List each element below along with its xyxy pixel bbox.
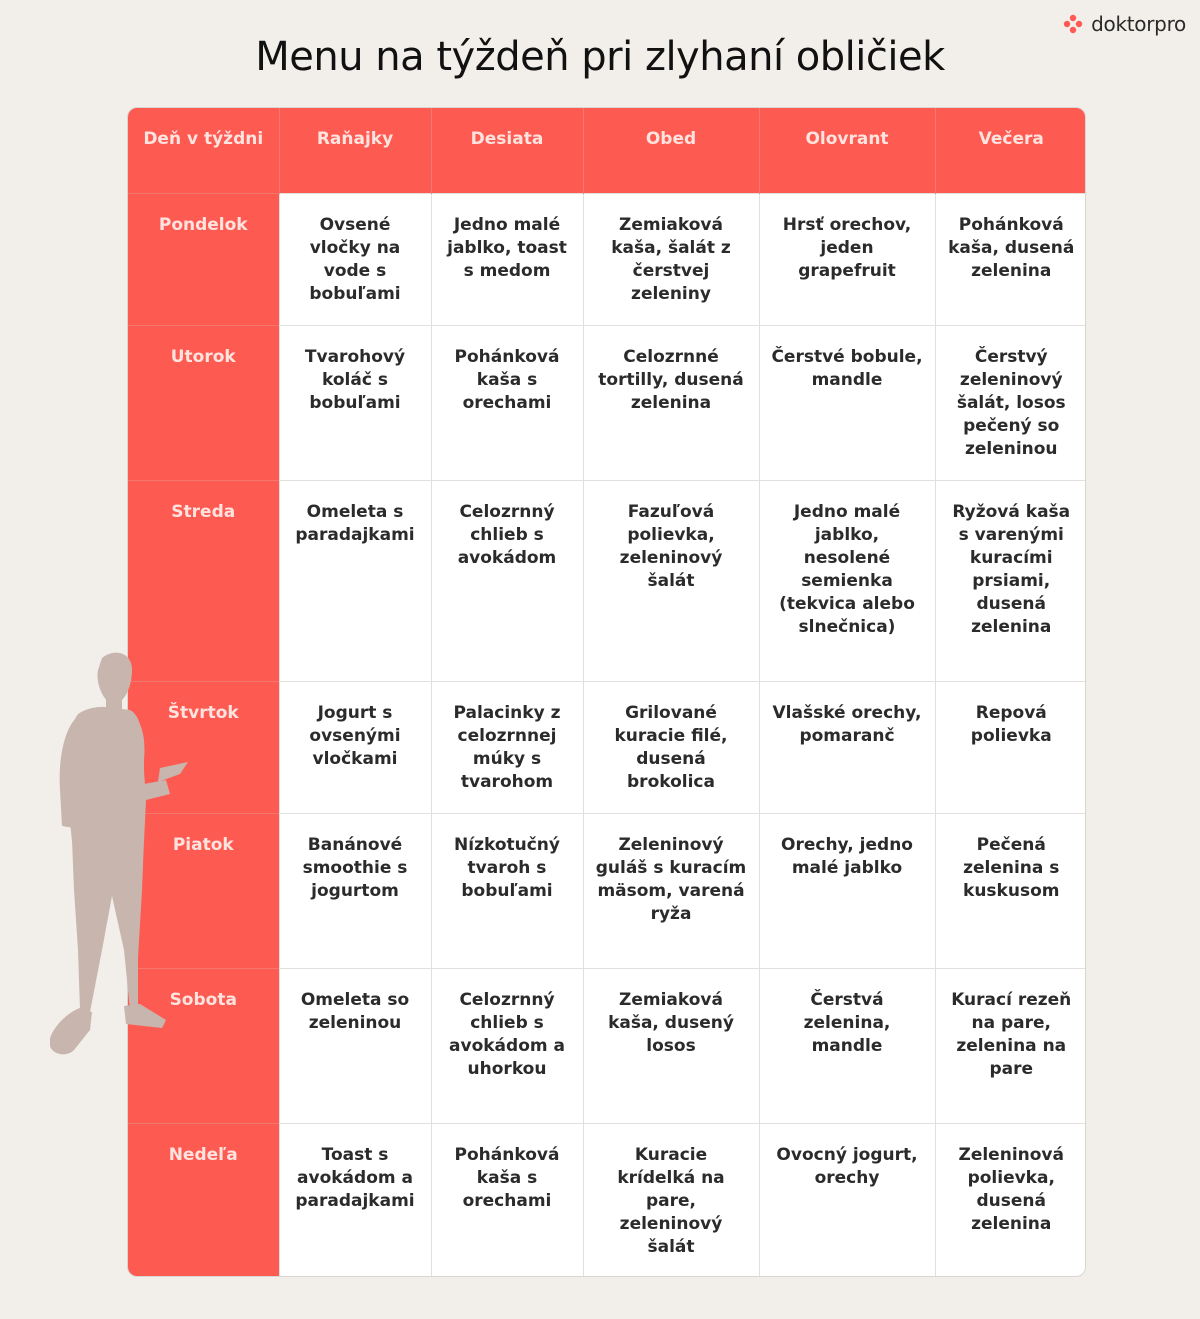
meal-cell: Kuracie krídelká na pare, zeleninový šalát bbox=[583, 1123, 759, 1277]
page-title: Menu na týždeň pri zlyhaní obličiek bbox=[255, 34, 945, 80]
meal-cell: Čerstvé bobule, mandle bbox=[759, 325, 935, 480]
meal-cell: Fazuľová polievka, zeleninový šalát bbox=[583, 480, 759, 681]
meal-cell: Ovsené vločky na vode s bobuľami bbox=[279, 193, 431, 325]
meal-cell: Jogurt s ovsenými vločkami bbox=[279, 681, 431, 813]
meal-cell: Kurací rezeň na pare, zelenina na pare bbox=[935, 968, 1086, 1123]
meal-cell: Zeleninový guláš s kuracím mäsom, varená ryža bbox=[583, 813, 759, 968]
meal-cell: Toast s avokádom a paradajkami bbox=[279, 1123, 431, 1277]
meal-cell: Vlašské orechy, pomaranč bbox=[759, 681, 935, 813]
table-row bbox=[128, 480, 1086, 681]
meal-cell: Ovocný jogurt, orechy bbox=[759, 1123, 935, 1277]
meal-cell: Čerstvá zelenina, mandle bbox=[759, 968, 935, 1123]
meal-cell: Zemiaková kaša, šalát z čerstvej zeleniny bbox=[583, 193, 759, 325]
meal-cell: Omeleta s paradajkami bbox=[279, 480, 431, 681]
meal-cell: Pohánková kaša s orechami bbox=[431, 1123, 583, 1277]
header-dinner: Večera bbox=[935, 108, 1086, 193]
meal-cell: Nízkotučný tvaroh s bobuľami bbox=[431, 813, 583, 968]
meal-cell: Banánové smoothie s jogurtom bbox=[279, 813, 431, 968]
meal-cell: Pohánková kaša s orechami bbox=[431, 325, 583, 480]
meal-cell: Grilované kuracie filé, dusená brokolica bbox=[583, 681, 759, 813]
meal-cell: Celozrnné tortilly, dusená zelenina bbox=[583, 325, 759, 480]
table-row bbox=[128, 813, 1086, 968]
table-row bbox=[128, 968, 1086, 1123]
day-cell: Štvrtok bbox=[128, 681, 279, 813]
meal-cell: Hrsť orechov, jeden grapefruit bbox=[759, 193, 935, 325]
header-lunch: Obed bbox=[583, 108, 759, 193]
table-row bbox=[128, 325, 1086, 480]
meal-cell: Pohánková kaša, dusená zelenina bbox=[935, 193, 1086, 325]
brand-logo bbox=[1063, 12, 1186, 36]
meal-cell: Orechy, jedno malé jablko bbox=[759, 813, 935, 968]
day-cell: Nedeľa bbox=[128, 1123, 279, 1277]
meal-cell: Ryžová kaša s varenými kuracími prsiami, dusená zelenina bbox=[935, 480, 1086, 681]
meal-cell: Jedno malé jablko, nesolené semienka (tekvica alebo slnečnica) bbox=[759, 480, 935, 681]
meal-cell: Omeleta so zeleninou bbox=[279, 968, 431, 1123]
person-silhouette-illustration bbox=[34, 650, 194, 1060]
meal-cell: Čerstvý zeleninový šalát, losos pečený so zeleninou bbox=[935, 325, 1086, 480]
day-cell: Utorok bbox=[128, 325, 279, 480]
doktorpro-logo-icon bbox=[1063, 14, 1083, 34]
table-row bbox=[128, 1123, 1086, 1277]
meal-cell: Pečená zelenina s kuskusom bbox=[935, 813, 1086, 968]
meal-cell: Celozrnný chlieb s avokádom a uhorkou bbox=[431, 968, 583, 1123]
brand-name: doktorpro bbox=[1091, 12, 1186, 36]
header-row bbox=[128, 108, 1086, 193]
meal-cell: Repová polievka bbox=[935, 681, 1086, 813]
meal-cell: Zemiaková kaša, dusený losos bbox=[583, 968, 759, 1123]
meal-cell: Tvarohový koláč s bobuľami bbox=[279, 325, 431, 480]
day-cell: Pondelok bbox=[128, 193, 279, 325]
day-cell: Sobota bbox=[128, 968, 279, 1123]
header-day: Deň v týždni bbox=[128, 108, 279, 193]
meal-cell: Jedno malé jablko, toast s medom bbox=[431, 193, 583, 325]
header-snack-morning: Desiata bbox=[431, 108, 583, 193]
meal-cell: Palacinky z celozrnnej múky s tvarohom bbox=[431, 681, 583, 813]
day-cell: Piatok bbox=[128, 813, 279, 968]
meal-cell: Celozrnný chlieb s avokádom bbox=[431, 480, 583, 681]
header-breakfast: Raňajky bbox=[279, 108, 431, 193]
day-cell: Streda bbox=[128, 480, 279, 681]
meal-cell: Zeleninová polievka, dusená zelenina bbox=[935, 1123, 1086, 1277]
table-row bbox=[128, 681, 1086, 813]
weekly-menu-table bbox=[127, 107, 1086, 1277]
header-snack-afternoon: Olovrant bbox=[759, 108, 935, 193]
table-row bbox=[128, 193, 1086, 325]
